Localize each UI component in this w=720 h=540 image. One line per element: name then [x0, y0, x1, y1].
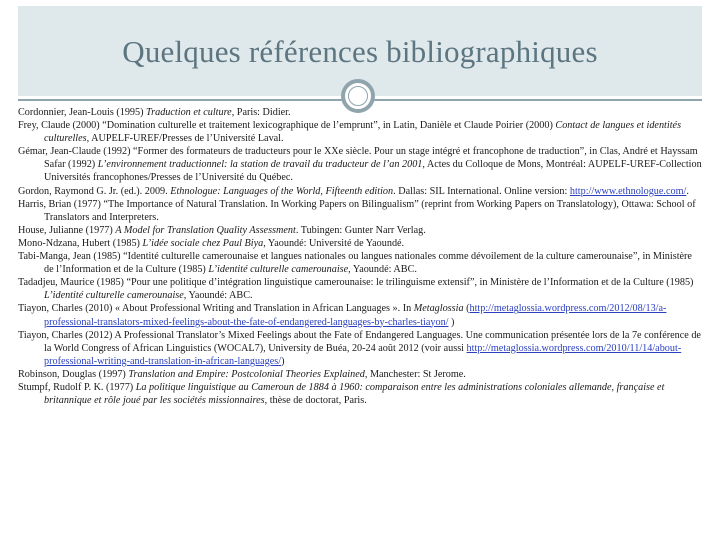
reference-list: [18, 106, 702, 407]
reference-link[interactable]: http://metaglossia.wordpress.com/2012/08/13/a-professional-translators-mixed-feelings-about-the-fate-of-endangered-languages-by-charles-tiayon/: [44, 303, 667, 328]
reference-item: Frey, Claude (2000) “Domination culturelle et traitement lexicographique de l’emprunt”, in Latin, Danièle et Claude Poirier (2000) Contact de langues et identités culturelles, AUPELF-UREF/Presses de l’Université Laval.: [18, 120, 682, 145]
reference-item: House, Julianne (1977) A Model for Translation Quality Assessment. Tubingen: Gunter Narr Verlag.: [18, 224, 426, 236]
reference-item: Tiayon, Charles (2010) « About Professional Writing and Translation in African Languages ». In Metaglossia (http://metaglossia.wordpress.com/2012/08/13/a-professional-translators-mixed-feelings-about-the-fate-of-endangered-languages-by-charles-tiayon/ ): [18, 303, 667, 328]
reference-item: Gémar, Jean-Claude (1992) “Former des formateurs de traducteurs pour le XXe siècle. Pour un stage intégré et francophone de traduction”, in Clas, André et Hayssam Safar (1992) L’environnement traductionnel: la station de travail du traducteur de l’an 2001, Actes du Colloque de Mons, Montréal: AUPELF-UREF-Collection Universités francophones/Presses de l’Université du Québec.: [18, 146, 702, 184]
reference-item: Tadadjeu, Maurice (1985) “Pour une politique d’intégration linguistique camerounaise: le trilinguisme extensif”, in Ministère de l’Information et de la Culture (1985) L’identité culturelle camerounaise, Yaoundé: ABC.: [18, 277, 694, 302]
reference-item: Mono-Ndzana, Hubert (1985) L’idée sociale chez Paul Biya, Yaoundé: Université de Yaoundé.: [18, 237, 405, 249]
reference-link[interactable]: http://www.ethnologue.com/: [569, 185, 687, 197]
reference-item: Tiayon, Charles (2012) A Professional Translator’s Mixed Feelings about the Fate of Endangered Languages. Une communication présentée lors de la 7e conférence de la World Congress of African Linguistics (WOCAL7), University de Buéa, 20-24 août 2012 (voir aussi http://metaglossia.wordpress.com/2010/11/14/about-professional-writing-and-translation-in-african-languages/): [18, 329, 701, 367]
reference-item: Robinson, Douglas (1997) Translation and Empire: Postcolonial Theories Explained, Manchester: St Jerome.: [18, 368, 466, 380]
reference-item: Harris, Brian (1977) “The Importance of Natural Translation. In Working Papers on Bilingualism” (reprint from Working Papers on Translatology), Ottawa: School of Translators and Interpreters.: [18, 198, 696, 223]
reference-link[interactable]: http://metaglossia.wordpress.com/2010/11/14/about-professional-writing-and-translation-in-african-languages/: [44, 342, 682, 367]
reference-item: Gordon, Raymond G. Jr. (ed.). 2009. Ethnologue: Languages of the World, Fifteenth edition. Dallas: SIL International. Online version: http://www.ethnologue.com/.: [18, 185, 689, 197]
reference-item: Tabi-Manga, Jean (1985) “Identité culturelle camerounaise et langues nationales ou langues nationales comme dévoilement de la culture camerounaise”, in Ministère de l’Information et de la Culture (1985) L’identité culturelle camerounaise, Yaoundé: ABC.: [18, 251, 692, 276]
slide-title: Quelques références bibliographiques: [122, 34, 598, 69]
reference-item: Stumpf, Rudolf P. K. (1977) La politique linguistique au Cameroun de 1884 à 1960: comparaison entre les administrations coloniales allemande, française et britannique et rôle joué par les sociétés missionnaires, thèse de doctorat, Paris.: [18, 381, 665, 407]
reference-item: Cordonnier, Jean-Louis (1995) Traduction et culture, Paris: Didier.: [18, 107, 291, 118]
